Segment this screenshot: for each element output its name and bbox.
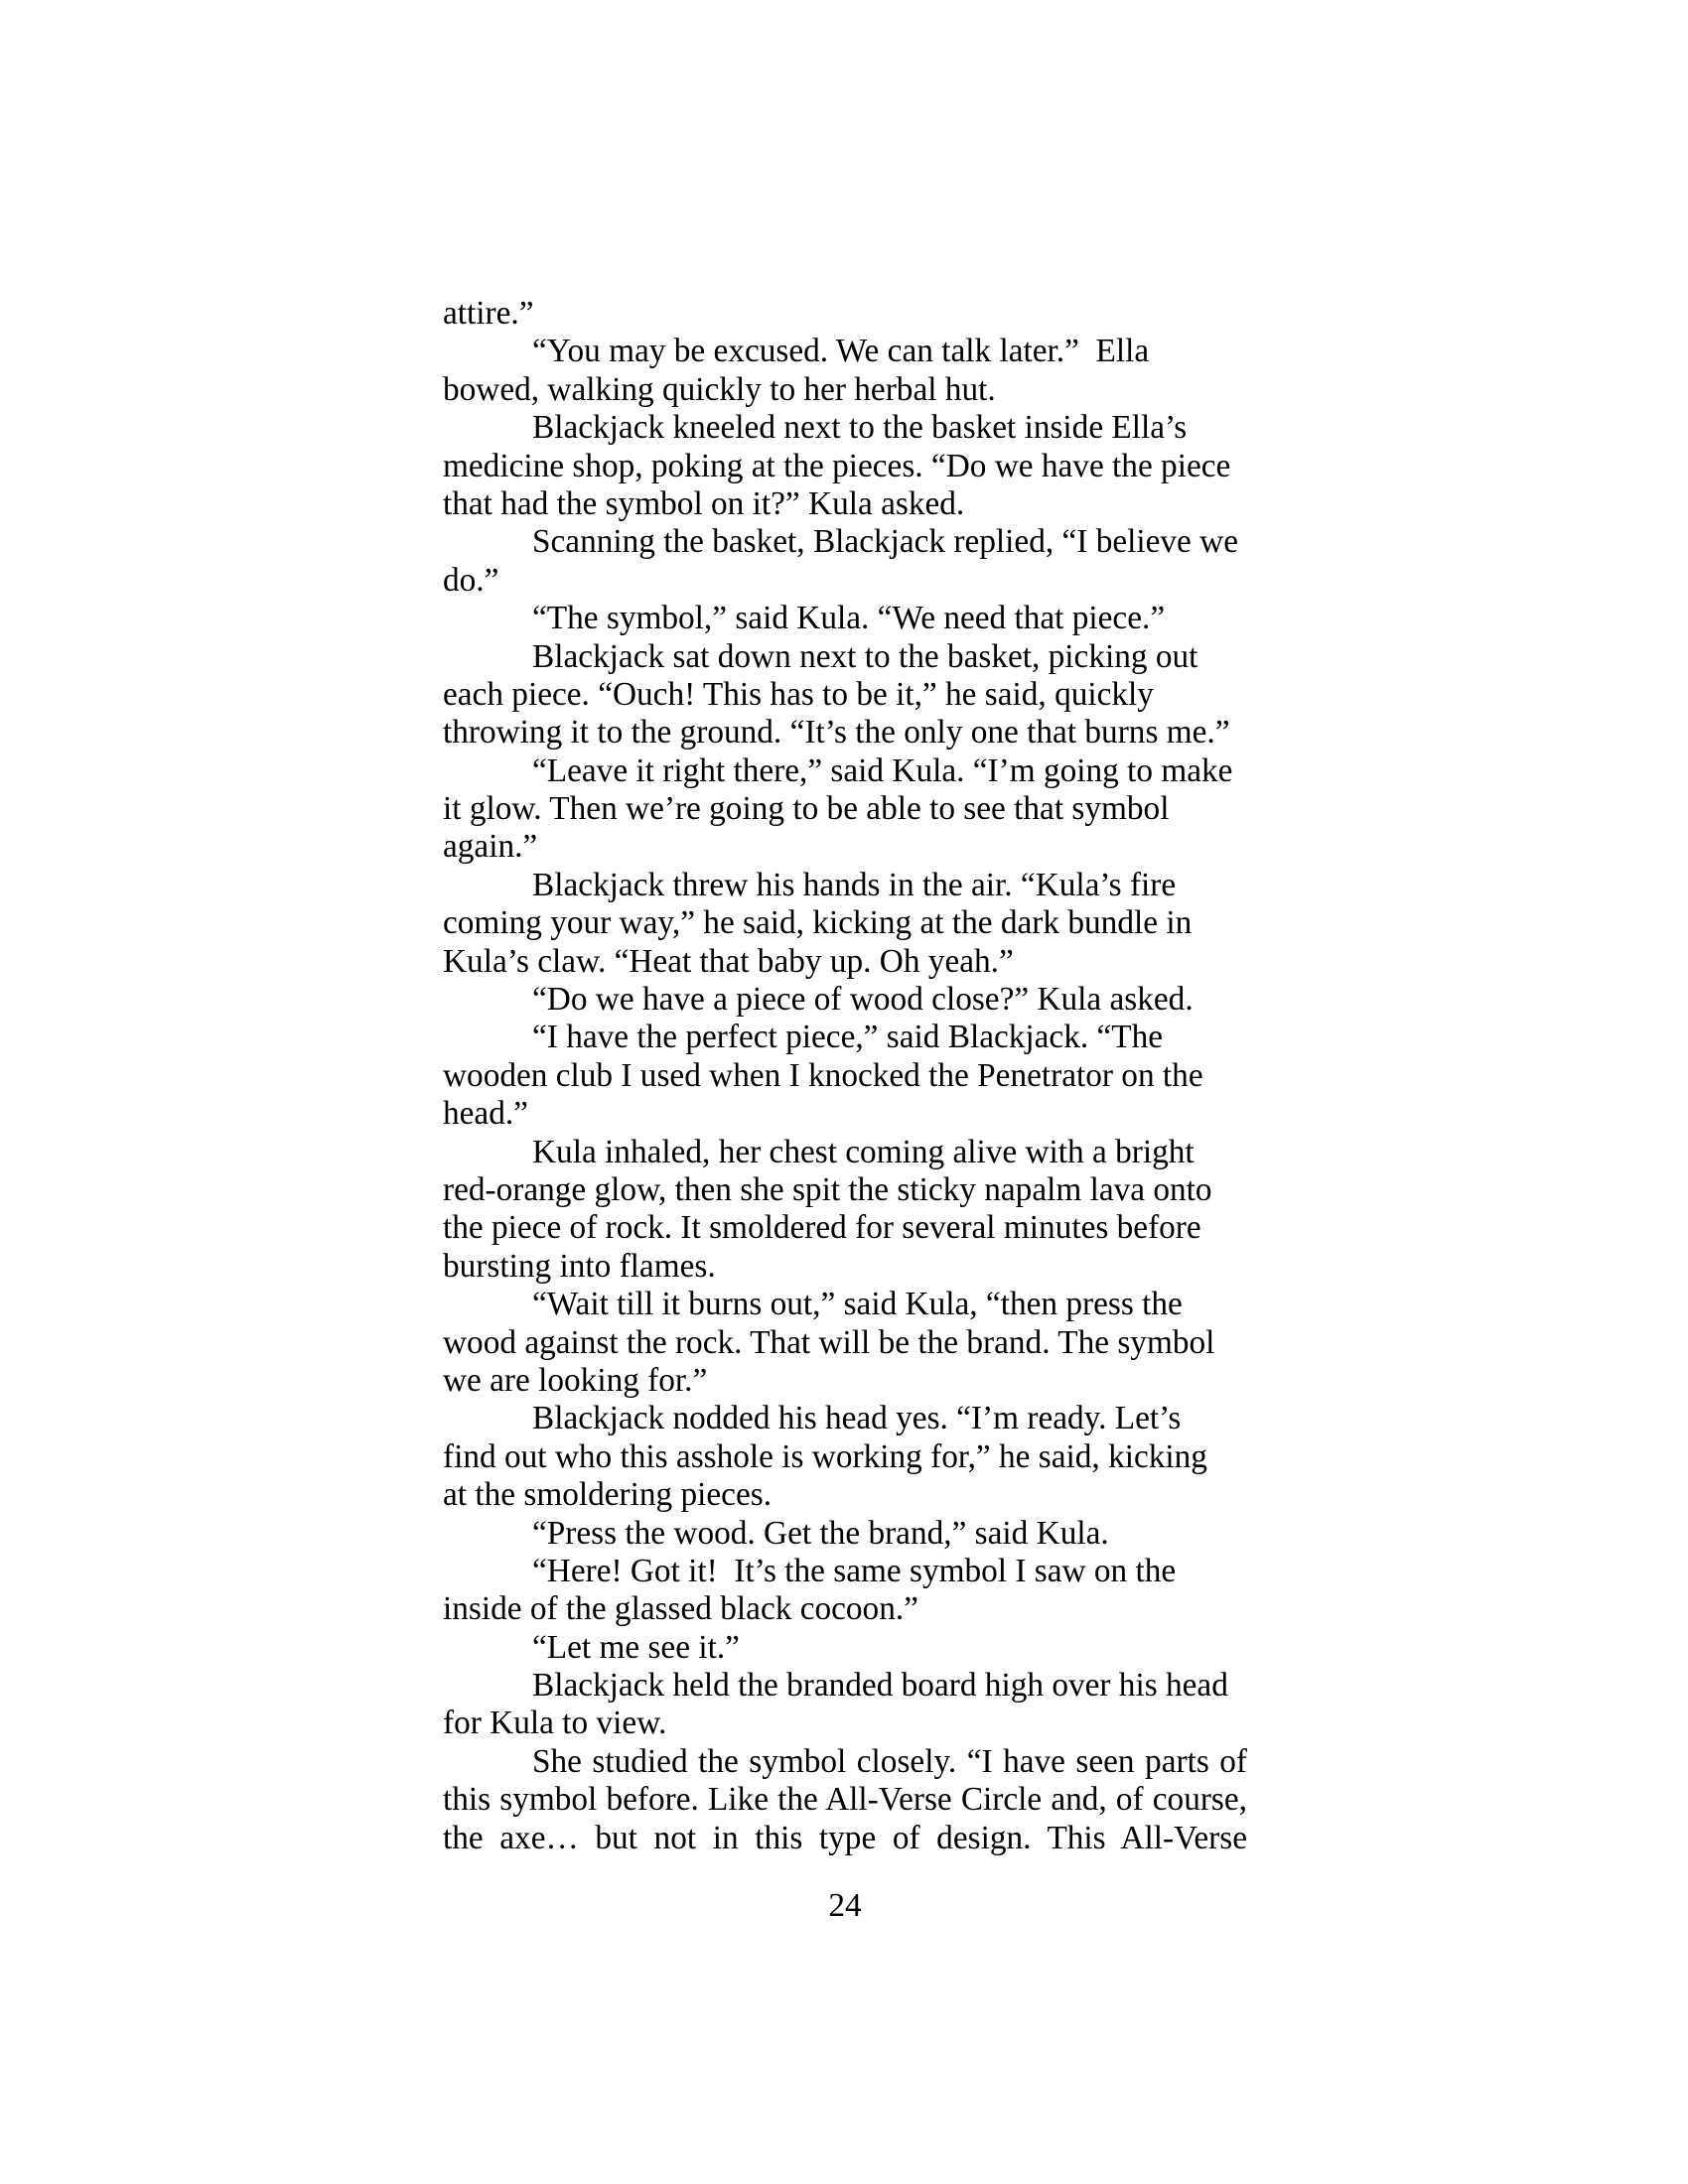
text-line: medicine shop, poking at the pieces. “Do we have the piece (443, 447, 1231, 484)
text-line: She studied the symbol closely. “I have seen parts of (532, 1742, 1247, 1780)
text-line: Blackjack held the branded board high over his head (532, 1667, 1228, 1705)
text-line: it glow. Then we’re going to be able to see that symbol (443, 790, 1170, 828)
text-line: Blackjack nodded his head yes. “I’m ready. Let’s (532, 1400, 1182, 1437)
text-line: the axe… but not in this type of design. This All-Verse (443, 1819, 1247, 1856)
text-line: find out who this asshole is working for,” he said, kicking (443, 1437, 1207, 1475)
text-line: Blackjack sat down next to the basket, picking out (532, 637, 1198, 675)
text-line: “Let me see it.” (532, 1628, 740, 1666)
text-line: that had the symbol on it?” Kula asked. (443, 484, 965, 522)
text-line: Kula’s claw. “Heat that baby up. Oh yeah.” (443, 942, 1014, 980)
text-line: “I have the perfect piece,” said Blackjack. “The (532, 1019, 1164, 1056)
text-line: attire.” (443, 295, 534, 332)
text-line: head.” (443, 1095, 528, 1133)
text-line: red-orange glow, then she spit the sticky napalm lava onto (443, 1170, 1212, 1208)
text-line: Kula inhaled, her chest coming alive with a bright (532, 1133, 1195, 1170)
text-line: do.” (443, 561, 499, 599)
text-line: each piece. “Ouch! This has to be it,” he said, quickly (443, 675, 1154, 713)
page-number: 24 (828, 1887, 862, 1924)
text-line: “Do we have a piece of wood close?” Kula asked. (532, 981, 1194, 1019)
text-line: throwing it to the ground. “It’s the only one that burns me.” (443, 714, 1230, 751)
text-line: bowed, walking quickly to her herbal hut. (443, 370, 996, 408)
body-text (443, 295, 1247, 1857)
text-line: inside of the glassed black cocoon.” (443, 1590, 918, 1628)
text-line: the piece of rock. It smoldered for several minutes before (443, 1209, 1201, 1247)
text-line: at the smoldering pieces. (443, 1476, 773, 1514)
text-line: wooden club I used when I knocked the Penetrator on the (443, 1056, 1203, 1094)
text-line: Blackjack kneeled next to the basket inside Ella’s (532, 409, 1188, 447)
text-line: bursting into flames. (443, 1247, 716, 1285)
text-line: Blackjack threw his hands in the air. “Kula’s fire (532, 866, 1177, 903)
text-line: Scanning the basket, Blackjack replied, “I believe we (532, 523, 1238, 561)
text-line: “You may be excused. We can talk later.” Ella (532, 333, 1150, 370)
text-line: “Press the wood. Get the brand,” said Kula. (532, 1514, 1109, 1552)
text-line: we are looking for.” (443, 1361, 708, 1399)
text-line: again.” (443, 828, 538, 866)
text-line: for Kula to view. (443, 1705, 667, 1742)
text-line: coming your way,” he said, kicking at the dark bundle in (443, 904, 1193, 942)
text-line: this symbol before. Like the All-Verse Circle and, of course, (443, 1781, 1247, 1819)
text-line: “Leave it right there,” said Kula. “I’m going to make (532, 751, 1233, 789)
text-line: “Here! Got it! It’s the same symbol I saw on the (532, 1552, 1177, 1589)
text-line: wood against the rock. That will be the brand. The symbol (443, 1323, 1215, 1361)
text-line: “The symbol,” said Kula. “We need that piece.” (532, 600, 1166, 637)
text-line: “Wait till it burns out,” said Kula, “then press the (532, 1286, 1183, 1323)
